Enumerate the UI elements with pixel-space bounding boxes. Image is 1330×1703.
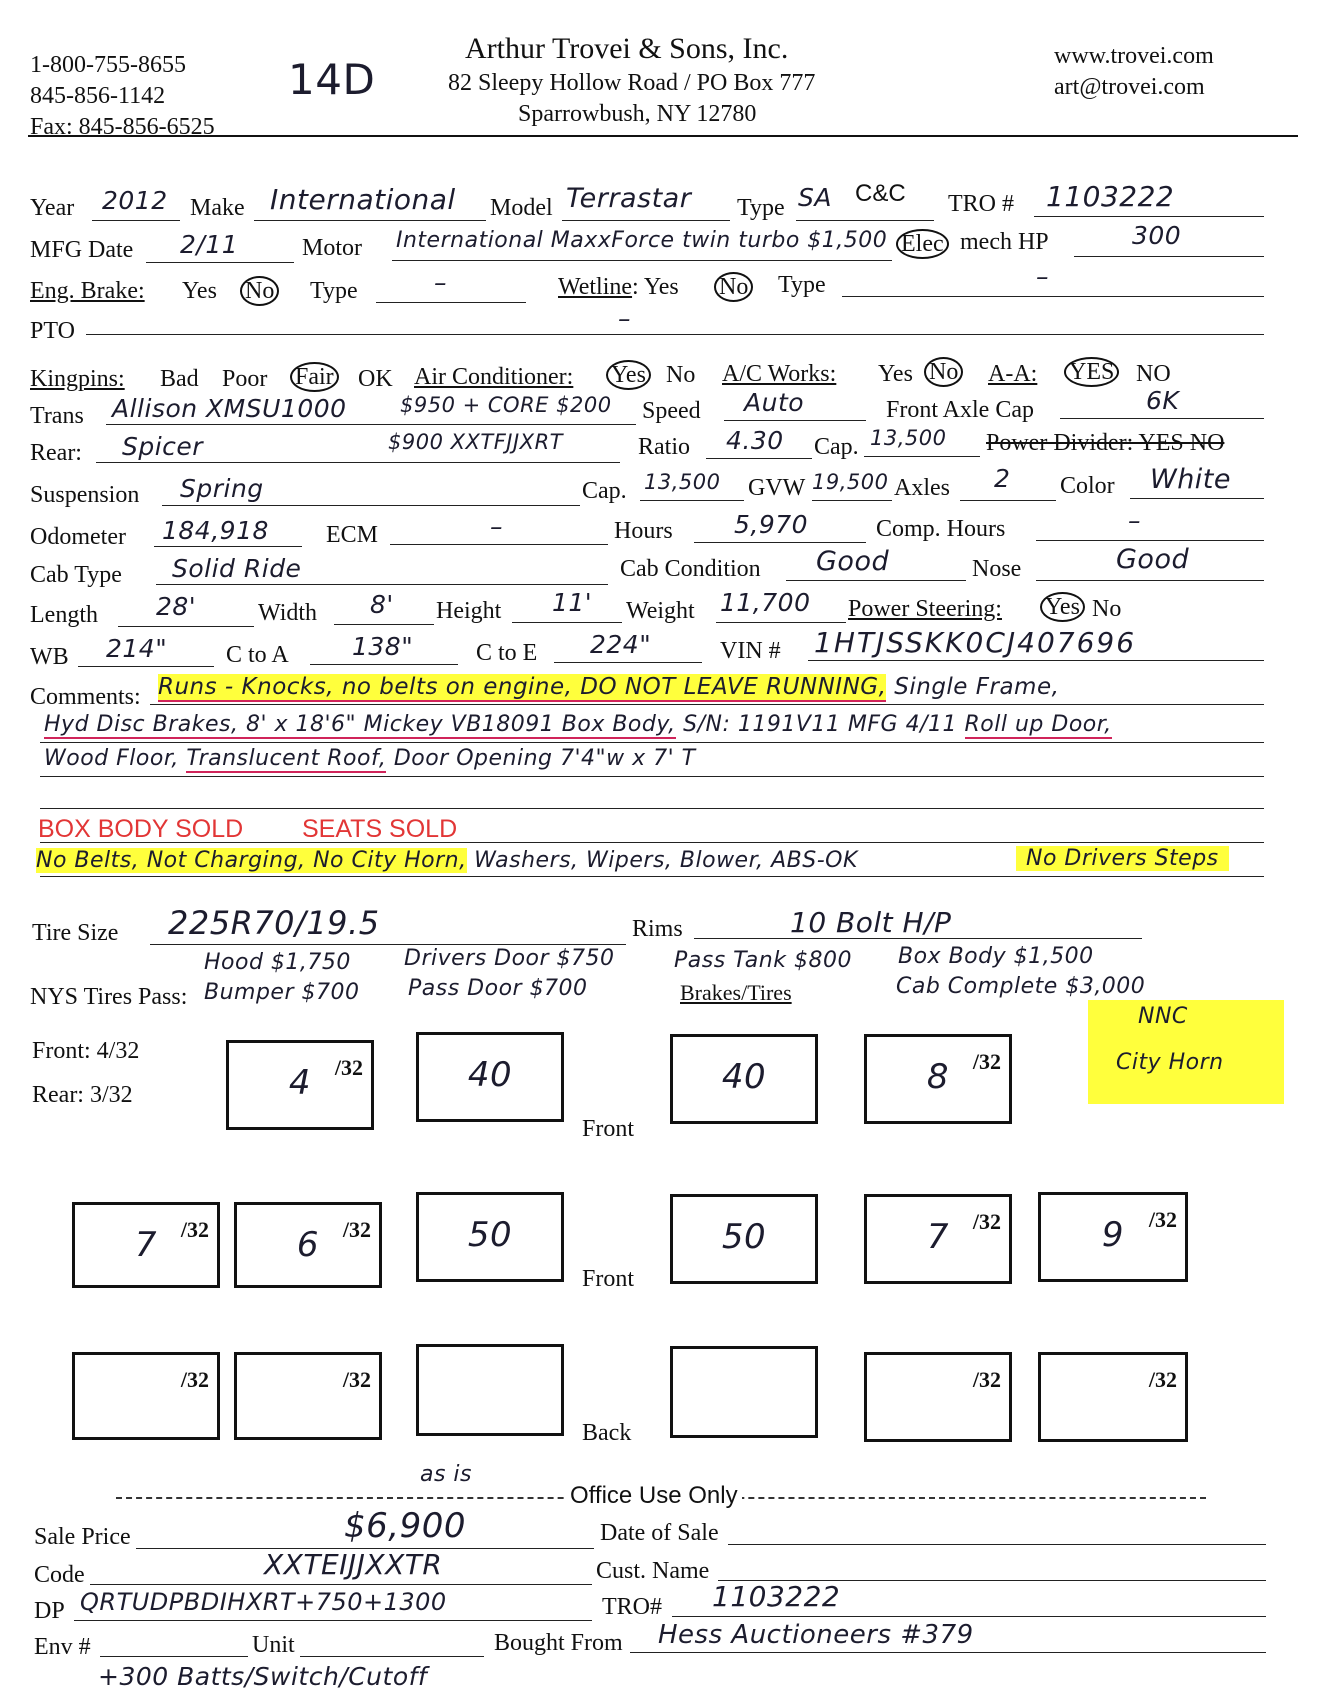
power-steering-yes-circled <box>1040 594 1085 621</box>
bought-from-line <box>630 1652 1266 1653</box>
c-to-a-label: C to A <box>226 642 289 668</box>
speed-label: Speed <box>642 398 701 424</box>
gvw-label: GVW <box>748 475 806 501</box>
comment-line-1 <box>158 674 1059 700</box>
type-value: SA <box>798 183 832 212</box>
year-value: 2012 <box>102 186 168 215</box>
motor-line <box>392 260 892 261</box>
kingpins-fair: Fair <box>290 362 339 392</box>
color-value: White <box>1150 464 1232 495</box>
unit-line <box>300 1656 484 1657</box>
ac-no: No <box>666 362 696 388</box>
cab-type-label: Cab Type <box>30 562 122 588</box>
tire-box <box>234 1202 382 1288</box>
company-name: Arthur Trovei & Sons, Inc. <box>465 32 789 65</box>
pto-label: PTO <box>30 318 75 344</box>
cab-type-value: Solid Ride <box>172 554 302 583</box>
ac-works-label: A/C Works: <box>722 361 837 387</box>
tire-box <box>670 1194 818 1284</box>
code-value: XXTEIJJXXTR <box>264 1548 443 1581</box>
hours-line <box>694 542 866 543</box>
phone-1: 1-800-755-8655 <box>30 52 186 78</box>
tire-per32: /32 <box>180 1367 209 1392</box>
power-steering-no: No <box>1092 596 1122 622</box>
rear-price: $900 XXTFJJXRT <box>388 430 563 454</box>
dp-line <box>74 1620 592 1621</box>
nnc-note: NNC <box>1138 1004 1188 1029</box>
comment-3b: Translucent Roof, <box>186 746 387 771</box>
motor-label: Motor <box>302 235 362 261</box>
tire-per32: /32 <box>180 1217 209 1242</box>
axles-value: 2 <box>994 464 1011 493</box>
vin-label: VIN # <box>720 638 781 664</box>
c-to-a-value: 138" <box>352 632 414 661</box>
aa-no: NO <box>1136 361 1171 387</box>
ratio-label: Ratio <box>638 434 690 460</box>
comments-line-3 <box>40 776 1264 777</box>
suspension-cap-line <box>640 500 744 501</box>
code-label: Code <box>34 1562 85 1588</box>
tire-box <box>416 1344 564 1436</box>
tire-box <box>670 1034 818 1124</box>
ecm-value: – <box>490 512 503 541</box>
brake-value: 40 <box>467 1055 513 1095</box>
hp-line <box>1074 256 1264 257</box>
tro2-line <box>672 1616 1266 1617</box>
date-of-sale-label: Date of Sale <box>600 1520 719 1546</box>
wetline-type-label: Type <box>778 272 826 298</box>
comments-line-5 <box>40 842 1264 843</box>
tire-size-value: 225R70/19.5 <box>168 904 380 942</box>
tire-box <box>864 1352 1012 1442</box>
company-address-2: Sparrowbush, NY 12780 <box>518 101 757 127</box>
ac-yes-circled <box>606 362 651 389</box>
city-horn-text: City Horn <box>1116 1050 1224 1075</box>
tro2-label: TRO# <box>602 1594 662 1620</box>
fax-number: Fax: 845-856-6525 <box>30 114 215 140</box>
weight-line <box>716 622 846 623</box>
ac-works-no-circled <box>924 359 963 386</box>
tire-box <box>864 1034 1012 1124</box>
dp-label: DP <box>34 1598 65 1624</box>
gvw-value: 19,500 <box>812 470 889 494</box>
suspension-value: Spring <box>180 474 264 503</box>
wetline-no-circled <box>714 274 753 301</box>
make-label: Make <box>190 195 245 221</box>
tire-box <box>416 1192 564 1282</box>
ac-yes: Yes <box>606 360 651 390</box>
length-line <box>118 626 254 627</box>
tire-per32: /32 <box>334 1055 363 1080</box>
year-line <box>92 220 180 221</box>
eng-brake-no-circled <box>240 278 279 305</box>
power-steering-yes: Yes <box>1040 592 1085 622</box>
tire-tread-value: 6 <box>296 1225 320 1265</box>
comment-5c: No Drivers Steps <box>1016 846 1229 871</box>
elec-label <box>896 231 949 258</box>
box-body-sold: BOX BODY SOLD <box>38 815 244 843</box>
date-of-sale-line <box>728 1544 1266 1545</box>
tire-tread-value: 7 <box>926 1217 950 1257</box>
vin-value: 1HTJSSKK0CJ407696 <box>814 626 1137 659</box>
wb-line <box>78 666 214 667</box>
comment-2a: Hyd Disc Brakes, 8' x 18'6" Mickey VB18091 Box Body, <box>44 712 676 737</box>
wetline-type-line <box>842 296 1264 297</box>
tro-label: TRO # <box>948 191 1014 217</box>
eng-brake-type-value: – <box>434 268 447 297</box>
nose-label: Nose <box>972 556 1022 582</box>
wetline-text: Wetline <box>558 274 633 300</box>
aa-label: A-A: <box>988 361 1038 387</box>
rear-line <box>96 462 620 463</box>
comments-line-2 <box>40 742 1264 743</box>
company-address-1: 82 Sleepy Hollow Road / PO Box 777 <box>448 70 816 96</box>
power-steering-label: Power Steering: <box>848 596 1002 622</box>
width-value: 8' <box>370 590 394 619</box>
rear-label: Rear: <box>30 440 82 466</box>
wetline-label <box>558 274 679 301</box>
comments-line-1 <box>150 704 1264 705</box>
cust-name-label: Cust. Name <box>596 1558 710 1584</box>
tire-box <box>72 1352 220 1440</box>
comment-1-highlight: Runs - Knocks, no belts on engine, DO NOT LEAVE RUNNING, <box>158 674 887 700</box>
c-to-e-value: 224" <box>590 630 652 659</box>
tire-tread-value: 4 <box>288 1063 312 1103</box>
tire-box <box>1038 1352 1188 1442</box>
air-conditioner-label: Air Conditioner: <box>414 364 574 390</box>
trans-value: Allison XMSU1000 <box>112 394 347 423</box>
lot-note: 14D <box>288 55 376 104</box>
tire-box <box>234 1352 382 1440</box>
tire-per32: /32 <box>972 1049 1001 1074</box>
elec-circled: Elec <box>896 229 949 259</box>
comments-label: Comments: <box>30 684 141 710</box>
ac-works-yes: Yes <box>878 361 913 387</box>
tro-line <box>1034 216 1264 217</box>
mfg-date-label: MFG Date <box>30 237 134 263</box>
header-rule <box>28 135 1298 137</box>
comment-line-3 <box>44 746 696 771</box>
speed-line <box>724 420 866 421</box>
make-line <box>254 220 486 221</box>
rims-label: Rims <box>632 916 683 942</box>
dp-value: QRTUDPBDIHXRT+750+1300 <box>80 1588 447 1616</box>
brake-value: 50 <box>467 1215 513 1255</box>
speed-value: Auto <box>744 388 805 417</box>
weight-label: Weight <box>626 598 695 624</box>
height-label: Height <box>436 598 502 624</box>
tire-tread-value: 8 <box>926 1057 950 1097</box>
footer-note: +300 Batts/Switch/Cutoff <box>98 1662 428 1691</box>
comment-line-5 <box>36 848 858 873</box>
sale-price-label: Sale Price <box>34 1524 131 1550</box>
color-line <box>1130 498 1264 499</box>
height-line <box>512 622 622 623</box>
price-hood: Hood $1,750 <box>204 950 351 975</box>
pto-line <box>86 334 1264 335</box>
kingpins-ok: OK <box>358 366 393 392</box>
comment-5a: No Belts, Not Charging, No City Horn, <box>36 848 467 873</box>
comments-line-6 <box>40 876 1264 877</box>
bought-from-label: Bought From <box>494 1630 623 1656</box>
price-pass-door: Pass Door $700 <box>408 976 588 1001</box>
ecm-label: ECM <box>326 522 379 548</box>
ratio-line <box>706 458 812 459</box>
tire-box <box>72 1202 220 1288</box>
brake-value: 50 <box>721 1217 767 1257</box>
tire-box <box>864 1194 1012 1284</box>
tire-per32: /32 <box>342 1367 371 1392</box>
sale-price-value: $6,900 <box>344 1506 466 1546</box>
wb-value: 214" <box>106 634 168 663</box>
ecm-line <box>390 544 608 545</box>
hours-label: Hours <box>614 518 673 544</box>
brakes-tires-label: Brakes/Tires <box>680 980 792 1005</box>
front-tread-label: Front: 4/32 <box>32 1038 140 1064</box>
width-label: Width <box>258 600 318 626</box>
front-axle-value: 6K <box>1146 386 1180 415</box>
comment-3a: Wood Floor, <box>44 746 179 771</box>
phone-2: 845-856-1142 <box>30 83 166 109</box>
eng-brake-no: No <box>240 276 279 306</box>
tire-per32: /32 <box>972 1209 1001 1234</box>
wetline-type-value: – <box>1036 262 1049 291</box>
env-label: Env # <box>34 1634 91 1660</box>
axles-label: Axles <box>894 475 950 501</box>
rear-value: Spicer <box>122 432 204 461</box>
wb-label: WB <box>30 644 69 670</box>
vin-line <box>808 660 1264 661</box>
weight-value: 11,700 <box>720 588 811 617</box>
rear-tread-label: Rear: 3/32 <box>32 1082 133 1108</box>
office-use-label: Office Use Only <box>566 1482 742 1510</box>
comp-hours-label: Comp. Hours <box>876 516 1006 542</box>
brake-value: 40 <box>721 1057 767 1097</box>
seats-sold: SEATS SOLD <box>302 815 458 843</box>
hp-value: 300 <box>1132 221 1182 250</box>
eng-brake-yes: Yes <box>182 278 217 304</box>
mech-hp-label: mech HP <box>960 229 1049 255</box>
company-email: art@trovei.com <box>1054 74 1205 100</box>
comment-2b: S/N: 1191V11 MFG 4/11 <box>683 712 958 737</box>
cab-condition-line <box>786 580 966 581</box>
motor-value: International MaxxForce twin turbo $1,500 <box>396 228 888 253</box>
eng-brake-type-label: Type <box>310 278 358 304</box>
hours-value: 5,970 <box>734 510 809 539</box>
type-line <box>796 220 934 221</box>
comp-hours-line <box>1036 540 1264 541</box>
tire-size-label: Tire Size <box>32 920 119 946</box>
wetline-no: No <box>714 272 753 302</box>
kingpins-fair-circled <box>290 364 339 391</box>
comment-1-rest: Single Frame, <box>894 674 1060 700</box>
width-line <box>334 624 434 625</box>
rims-value: 10 Bolt H/P <box>790 906 952 939</box>
tire-box <box>670 1346 818 1438</box>
trans-price: $950 + CORE $200 <box>400 393 612 417</box>
type-typed-value: C&C <box>855 180 906 207</box>
tire-size-line <box>150 944 626 945</box>
make-value: International <box>270 183 456 216</box>
mfg-date-line <box>146 262 294 263</box>
odometer-line <box>154 546 302 547</box>
front-axle-row-1-label: Front <box>582 1116 635 1142</box>
length-value: 28' <box>156 592 197 621</box>
cab-type-line <box>156 584 608 585</box>
comment-line-2 <box>44 712 1112 737</box>
bought-from-value: Hess Auctioneers #379 <box>658 1620 974 1650</box>
price-bumper: Bumper $700 <box>204 980 360 1005</box>
price-pass-tank: Pass Tank $800 <box>674 948 852 973</box>
price-cab-complete: Cab Complete $3,000 <box>896 974 1146 999</box>
ac-works-no: No <box>924 357 963 387</box>
suspension-line <box>162 505 580 506</box>
comment-5b: Washers, Wipers, Blower, ABS-OK <box>474 848 858 873</box>
aa-yes: YES <box>1064 357 1119 387</box>
ratio-value: 4.30 <box>726 426 784 455</box>
rear-cap-label: Cap. <box>814 434 859 460</box>
front-axle-line <box>1060 418 1264 419</box>
tro2-value: 1103222 <box>712 1580 841 1613</box>
comment-3c: Door Opening 7'4"w x 7' T <box>393 746 696 771</box>
tire-per32: /32 <box>972 1367 1001 1392</box>
code-line <box>90 1584 592 1585</box>
tire-tread-value: 9 <box>1101 1215 1125 1255</box>
kingpins-label: Kingpins: <box>30 366 125 392</box>
aa-yes-circled <box>1064 359 1119 386</box>
nose-line <box>1036 580 1264 581</box>
cab-condition-label: Cab Condition <box>620 556 761 582</box>
tire-per32: /32 <box>1148 1367 1177 1392</box>
nys-tires-label: NYS Tires Pass: <box>30 984 188 1010</box>
unit-label: Unit <box>252 1632 295 1658</box>
tire-box <box>226 1040 374 1130</box>
as-is-note: as is <box>420 1462 473 1487</box>
front-axle-row-2-label: Front <box>582 1266 635 1292</box>
suspension-cap-value: 13,500 <box>644 470 721 494</box>
model-label: Model <box>490 195 553 221</box>
eng-brake-label: Eng. Brake: <box>30 278 145 304</box>
year-label: Year <box>30 195 75 221</box>
env-line <box>100 1656 248 1657</box>
power-divider-label: Power Divider: YES NO <box>986 430 1225 456</box>
tire-per32: /32 <box>1148 1207 1177 1232</box>
mfg-date-value: 2/11 <box>180 230 239 259</box>
back-axle-label: Back <box>582 1420 632 1446</box>
kingpins-poor: Poor <box>222 366 268 392</box>
wetline-yes: : Yes <box>632 274 679 300</box>
gvw-line <box>812 500 892 501</box>
tire-box <box>1038 1192 1188 1282</box>
price-drivers-door: Drivers Door $750 <box>404 946 615 971</box>
odometer-value: 184,918 <box>162 516 269 545</box>
model-line <box>562 220 730 221</box>
model-value: Terrastar <box>566 183 692 214</box>
trans-line <box>106 424 636 425</box>
tire-per32: /32 <box>342 1217 371 1242</box>
company-website: www.trovei.com <box>1054 43 1214 69</box>
c-to-a-line <box>310 664 458 665</box>
type-label: Type <box>737 195 785 221</box>
height-value: 11' <box>552 588 593 617</box>
trans-label: Trans <box>30 403 84 429</box>
rear-cap-value: 13,500 <box>870 426 947 450</box>
c-to-e-line <box>554 662 702 663</box>
nose-value: Good <box>1116 544 1190 575</box>
front-axle-label: Front Axle Cap <box>886 397 1034 423</box>
rear-cap-line <box>864 456 980 457</box>
suspension-label: Suspension <box>30 482 140 508</box>
color-label: Color <box>1060 473 1115 499</box>
suspension-cap-label: Cap. <box>582 478 627 504</box>
comments-line-4 <box>40 808 1264 809</box>
comment-2c: Roll up Door, <box>964 712 1112 737</box>
cab-condition-value: Good <box>816 546 890 577</box>
axles-line <box>960 500 1056 501</box>
pto-value: – <box>618 304 631 333</box>
c-to-e-label: C to E <box>476 640 538 666</box>
eng-brake-type-line <box>376 302 526 303</box>
odometer-label: Odometer <box>30 524 126 550</box>
tire-box <box>416 1032 564 1122</box>
price-box-body: Box Body $1,500 <box>898 944 1094 969</box>
tire-tread-value: 7 <box>134 1225 158 1265</box>
kingpins-bad: Bad <box>160 366 199 392</box>
tro-value: 1103222 <box>1046 180 1175 213</box>
comp-hours-value: – <box>1128 506 1141 535</box>
length-label: Length <box>30 602 98 628</box>
